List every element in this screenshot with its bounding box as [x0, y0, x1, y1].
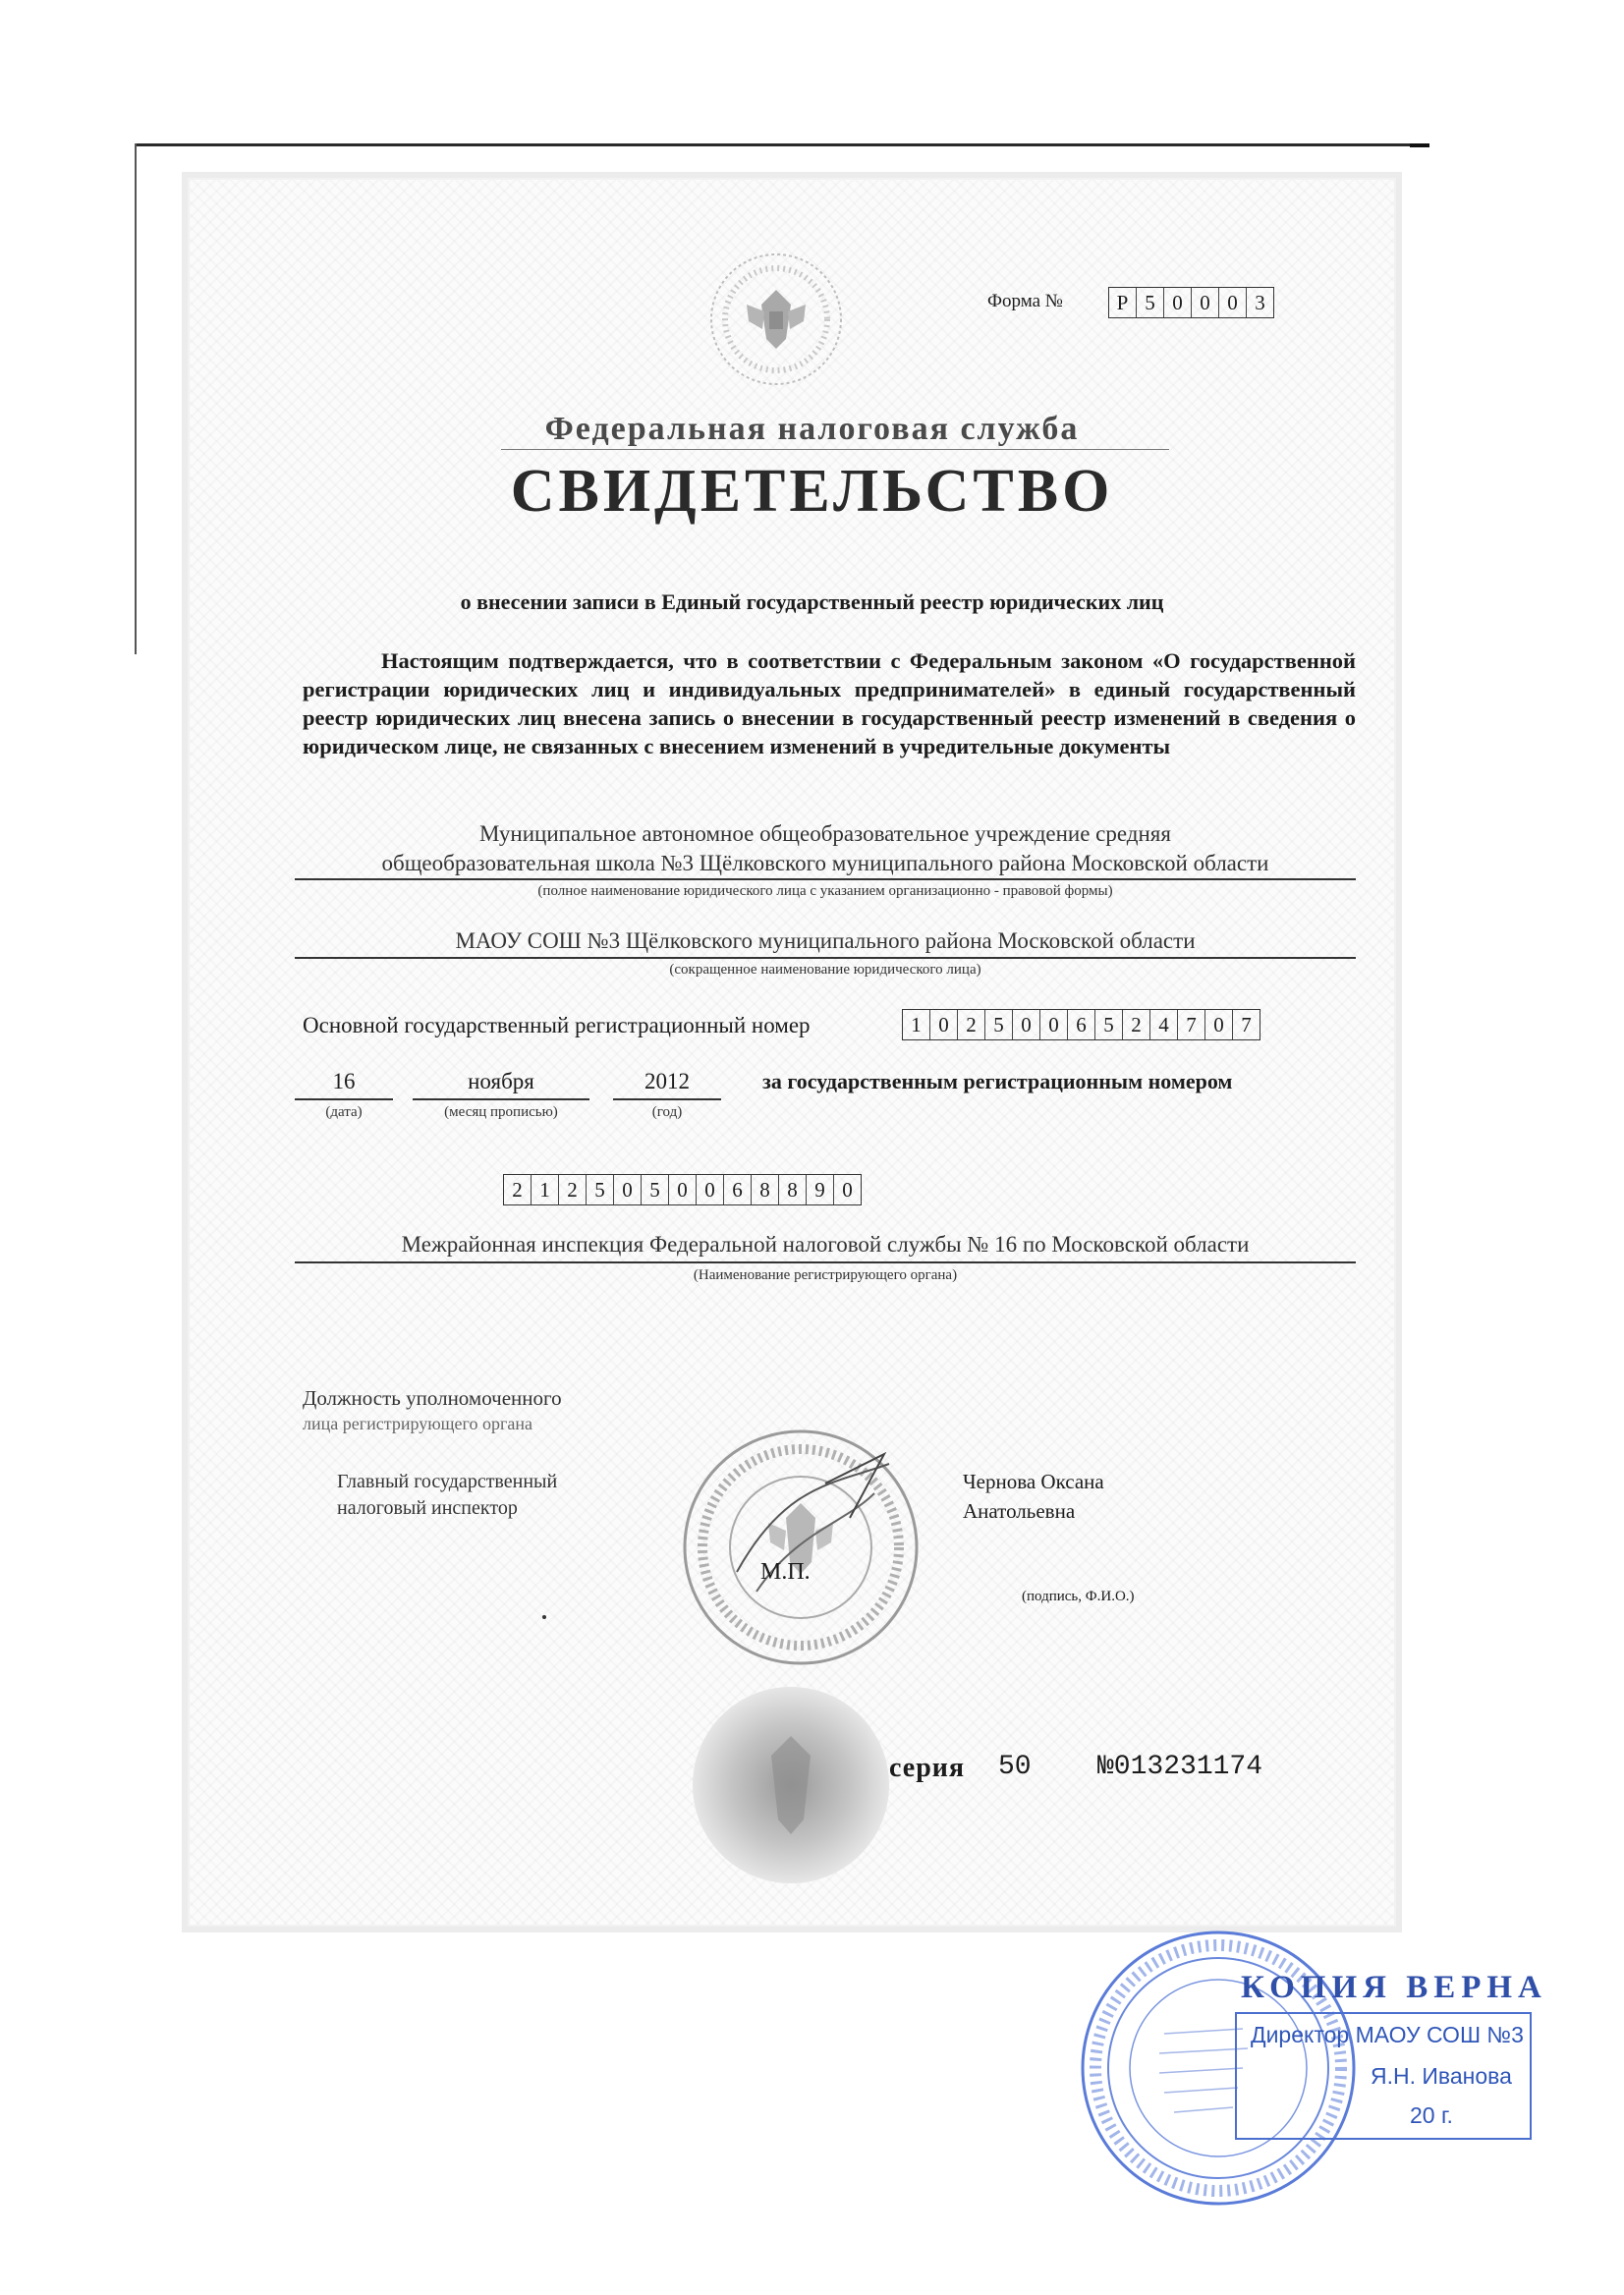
short-name-underline — [295, 957, 1356, 959]
signer-name-line-2: Анатольевна — [963, 1499, 1076, 1523]
grn-digit-cell: 0 — [696, 1175, 723, 1204]
signature-caption: (подпись, Ф.И.О.) — [1022, 1589, 1135, 1604]
scan-border-left — [135, 143, 137, 654]
full-name-line-1: Муниципальное автономное общеобразовательное учреждение средняя — [479, 821, 1171, 846]
ogrn-digit-cell: 2 — [1122, 1010, 1149, 1039]
signer-name-line-1: Чернова Оксана — [963, 1470, 1104, 1493]
form-number-cell: Р — [1116, 290, 1129, 314]
ogrn-digit-cell: 7 — [1232, 1010, 1260, 1039]
form-number-cell: 5 — [1136, 288, 1163, 317]
scan-dot — [542, 1615, 546, 1619]
certificate-subtitle: о внесении записи в Единый государственный реестр юридических лиц — [460, 589, 1164, 614]
grn-digit-cell: 2 — [512, 1177, 523, 1202]
date-day-underline — [295, 1098, 393, 1100]
copy-stamp-director: Директор МАОУ СОШ №3 — [1251, 2022, 1524, 2047]
grn-digit-cell: 8 — [778, 1175, 806, 1204]
date-year-caption: (год) — [651, 1104, 683, 1120]
service-name: Федеральная налоговая служба — [544, 411, 1080, 447]
date-day: 16 — [332, 1069, 356, 1093]
full-name-underline — [295, 878, 1356, 880]
position-heading-1: Должность уполномоченного — [303, 1386, 562, 1410]
ogrn-digit-cell: 0 — [1012, 1010, 1039, 1039]
ogrn-digit-cell: 4 — [1149, 1010, 1177, 1039]
mp-label: М.П. — [760, 1559, 811, 1585]
body-text: Настоящим подтверждается, что в соответствии с Федеральным законом «О государственной регистрации юридических лиц и индивидуальных предпринимателей» в единый государственный реестр юридических лиц внесена запись о внесении в государственный реестр изменений в сведения о юридическом лице, не связанных с внесением изменений в учредительные документы — [303, 648, 1356, 758]
grn-digit-cell: 0 — [833, 1175, 861, 1204]
form-number-label: Форма № — [987, 291, 1063, 311]
service-underline — [501, 449, 1169, 450]
ogrn-digit-cell: 5 — [1094, 1010, 1122, 1039]
form-number-cell: 0 — [1218, 288, 1246, 317]
series-label: серия — [889, 1753, 966, 1783]
grn-digit-cell: 0 — [613, 1175, 641, 1204]
position-line-2: налоговый инспектор — [337, 1497, 518, 1519]
scan-mark — [1410, 143, 1429, 147]
grn-digit-cell: 2 — [558, 1175, 586, 1204]
copy-stamp-year: 20 г. — [1410, 2102, 1453, 2128]
scan-border-top — [135, 143, 1425, 146]
copy-true-stamp: КОПИЯ ВЕРНА — [1241, 1970, 1547, 2005]
signer-name — [963, 1467, 1104, 1526]
ogrn-digit-cell: 5 — [984, 1010, 1012, 1039]
full-name-line-2: общеобразовательная школа №3 Щёлковского муниципального района Московской области — [381, 851, 1269, 875]
ogrn-digit-cell: 0 — [1039, 1010, 1067, 1039]
grn-digit-cell: 8 — [751, 1175, 778, 1204]
date-month-caption: (месяц прописью) — [444, 1104, 558, 1120]
ogrn-label: Основной государственный регистрационный номер — [303, 1013, 811, 1037]
grn-label: за государственным регистрационным номером — [762, 1069, 1233, 1093]
form-number-cell: 0 — [1191, 288, 1218, 317]
grn-digit-cell: 5 — [586, 1175, 613, 1204]
date-month: ноября — [468, 1069, 534, 1093]
full-name-caption: (полное наименование юридического лица с указанием организационно - правовой формы) — [537, 883, 1113, 899]
authority-caption: (Наименование регистрирующего органа) — [693, 1267, 958, 1283]
certificate-title: СВИДЕТЕЛЬСТВО — [510, 458, 1114, 525]
hologram-icon — [688, 1682, 894, 1888]
form-number-cell: 3 — [1246, 288, 1273, 317]
grn-boxes — [503, 1174, 862, 1205]
grn-digit-cell: 9 — [806, 1175, 833, 1204]
grn-digit-cell: 6 — [723, 1175, 751, 1204]
date-month-underline — [413, 1098, 589, 1100]
form-number-boxes — [1108, 287, 1274, 318]
ogrn-digit-cell: 1 — [911, 1012, 922, 1036]
copy-stamp-name: Я.Н. Иванова — [1371, 2063, 1512, 2089]
series-value: 50 — [998, 1752, 1032, 1782]
grn-digit-cell: 5 — [641, 1175, 668, 1204]
position-line-1: Главный государственный — [337, 1471, 558, 1492]
ogrn-digit-cell: 6 — [1067, 1010, 1094, 1039]
grn-digit-cell: 1 — [531, 1175, 558, 1204]
short-name-value: МАОУ СОШ №3 Щёлковского муниципального района Московской области — [455, 928, 1196, 953]
ogrn-boxes — [902, 1009, 1260, 1040]
grn-digit-cell: 0 — [668, 1175, 696, 1204]
authority-name: Межрайонная инспекция Федеральной налоговой службы № 16 по Московской области — [401, 1232, 1250, 1257]
certificate-body-text — [303, 646, 1356, 760]
date-year-underline — [613, 1098, 721, 1100]
form-number-cell: 0 — [1163, 288, 1191, 317]
ogrn-digit-cell: 7 — [1177, 1010, 1204, 1039]
official-seal-icon — [678, 1425, 924, 1670]
authority-underline — [295, 1261, 1356, 1263]
position-heading-2: лица регистрирующего органа — [303, 1414, 532, 1433]
ogrn-digit-cell: 0 — [929, 1010, 957, 1039]
blank-number: №013231174 — [1097, 1752, 1263, 1782]
ogrn-digit-cell: 0 — [1204, 1010, 1232, 1039]
date-year: 2012 — [644, 1069, 690, 1093]
ogrn-digit-cell: 2 — [957, 1010, 984, 1039]
date-day-caption: (дата) — [325, 1104, 363, 1120]
emblem-icon — [707, 251, 845, 388]
short-name-caption: (сокращенное наименование юридического лица) — [669, 962, 981, 978]
